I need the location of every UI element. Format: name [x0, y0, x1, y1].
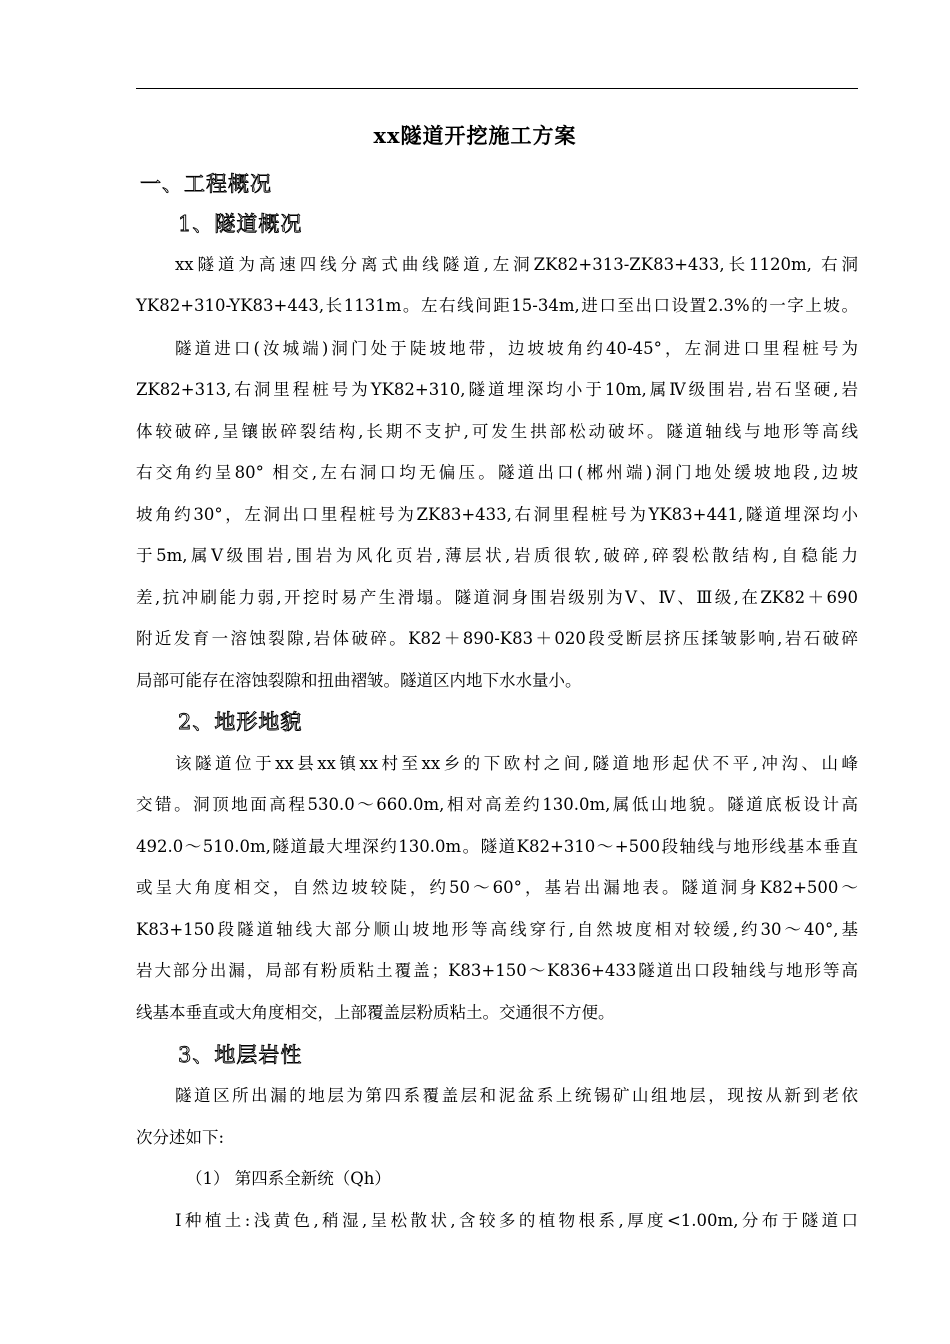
paragraph-line: xx隧道为高速四线分离式曲线隧道,左洞ZK82+313-ZK83+433,长1120m, 右洞	[175, 255, 858, 274]
paragraph-line: 体较破碎,呈镶嵌碎裂结构,长期不支护,可发生拱部松动破坏。隧道轴线与地形等高线	[136, 422, 858, 441]
list-item-heading: （1） 第四系全新统（Qh）	[186, 1169, 391, 1188]
paragraph-line: 坡角约30°，左洞出口里程桩号为ZK83+433,右洞里程桩号为YK83+441,隧道埋深均小	[136, 505, 858, 524]
paragraph-line: 局部可能存在溶蚀裂隙和扭曲褶皱。隧道区内地下水水量小。	[136, 671, 582, 690]
paragraph-line: 于5m,属Ⅴ级围岩,围岩为风化页岩,薄层状,岩质很软,破碎,碎裂松散结构,自稳能力	[136, 546, 858, 565]
paragraph-line: 交错。洞顶地面高程530.0～660.0m,相对高差约130.0m,属低山地貌。隧道底板设计高	[136, 795, 858, 814]
subsection-heading-tunnel-overview: 1、隧道概况	[178, 212, 303, 236]
document-title: xx隧道开挖施工方案	[373, 123, 577, 148]
subsection-heading-terrain: 2、地形地貌	[178, 710, 303, 734]
paragraph-line: 492.0～510.0m,隧道最大埋深约130.0m。隧道K82+310～+500段轴线与地形线基本垂直	[136, 837, 858, 856]
paragraph-line: YK82+310-YK83+443,长1131m。左右线间距15-34m,进口至出口设置2.3%的一字上坡。	[136, 296, 858, 315]
paragraph-line: Ⅰ种植土:浅黄色,稍湿,呈松散状,含较多的植物根系,厚度<1.00m,分布于隧道口	[175, 1211, 858, 1230]
header-rule	[136, 88, 858, 89]
paragraph-line: 差,抗冲刷能力弱,开挖时易产生滑塌。隧道洞身围岩级别为Ⅴ、Ⅳ、Ⅲ级,在ZK82＋690	[136, 588, 858, 607]
section-heading-overview: 一、工程概况	[140, 172, 272, 196]
subsection-heading-strata: 3、地层岩性	[178, 1043, 303, 1067]
paragraph-line: 或呈大角度相交，自然边坡较陡，约50～60°，基岩出漏地表。隧道洞身K82+500～	[136, 878, 858, 897]
paragraph-line: 线基本垂直或大角度相交，上部覆盖层粉质粘土。交通很不方便。	[136, 1003, 615, 1022]
paragraph-line: 隧道进口(汝城端)洞门处于陡坡地带，边坡坡角约40-45°，左洞进口里程桩号为	[175, 339, 858, 358]
paragraph-line: 该隧道位于xx县xx镇xx村至xx乡的下欧村之间,隧道地形起伏不平,冲沟、山峰	[175, 754, 858, 773]
paragraph-line: 右交角约呈80° 相交,左右洞口均无偏压。隧道出口(郴州端)洞门地处缓坡地段,边坡	[136, 463, 858, 482]
paragraph-line: 次分述如下:	[136, 1128, 225, 1147]
paragraph-line: 附近发育一溶蚀裂隙,岩体破碎。K82＋890-K83＋020段受断层挤压揉皱影响,岩石破碎	[136, 629, 858, 648]
paragraph-line: 隧道区所出漏的地层为第四系覆盖层和泥盆系上统锡矿山组地层，现按从新到老依	[175, 1086, 858, 1105]
paragraph-line: K83+150段隧道轴线大部分顺山坡地形等高线穿行,自然坡度相对较缓,约30～40°,基	[136, 920, 858, 939]
paragraph-line: 岩大部分出漏，局部有粉质粘土覆盖；K83+150～K836+433隧道出口段轴线与地形等高	[136, 961, 858, 980]
paragraph-line: ZK82+313,右洞里程桩号为YK82+310,隧道埋深均小于10m,属Ⅳ级围岩,岩石坚硬,岩	[136, 380, 858, 399]
